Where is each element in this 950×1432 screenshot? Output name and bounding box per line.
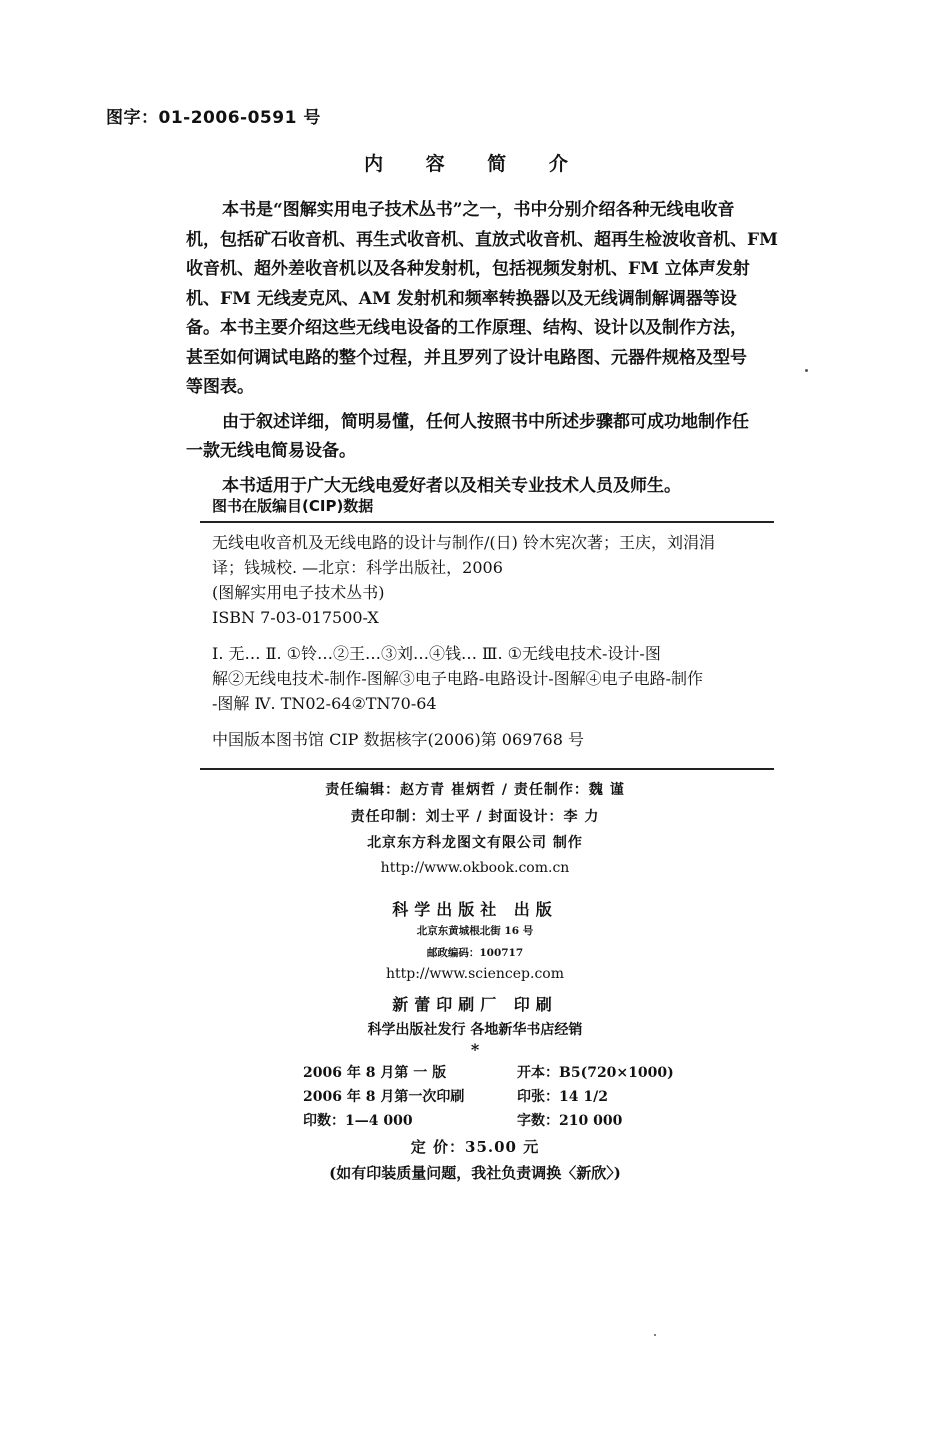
abstract-line: 本书适用于广大无线电爱好者以及相关专业技术人员及师生。 (222, 475, 681, 496)
producer-url: http://www.okbook.com.cn (380, 860, 570, 876)
printing: 2006 年 8 月第一次印刷 (303, 1089, 465, 1105)
printer-line: 新蕾印刷厂 印刷 (392, 995, 558, 1014)
separator-asterisk: * (470, 1040, 480, 1059)
abstract-line: 收音机、超外差收音机以及各种发射机，包括视频发射机、FM 立体声发射 (186, 259, 750, 279)
publisher-line: 科学出版社 出版 (392, 900, 558, 919)
postal-code: 邮政编码：100717 (426, 947, 524, 959)
registration-number: 图字：01-2006-0591 号 (106, 108, 321, 128)
abstract-line: 甚至如何调试电路的整个过程，并且罗列了设计电路图、元器件规格及型号 (186, 347, 747, 368)
cip-entry-line: (图解实用电子技术丛书) (212, 583, 385, 602)
print-run: 印数：1—4 000 (303, 1113, 413, 1129)
distribution-line: 科学出版社发行 各地新华书店经销 (367, 1022, 583, 1038)
publication-details (303, 1061, 674, 1133)
quality-note: (如有印装质量问题，我社负责调换〈新欣〉) (329, 1164, 621, 1182)
cip-classification-line: Ⅰ. 无… Ⅱ. ①铃…②王…③刘…④钱… Ⅲ. ①无线电技术-设计-图 (212, 644, 661, 663)
cip-heading: 图书在版编目(CIP)数据 (212, 497, 374, 515)
cip-classification-line: -图解 Ⅳ. TN02-64②TN70-64 (212, 694, 437, 713)
cip-classification-line: 解②无线电技术-制作-图解③电子电路-电路设计-图解④电子电路-制作 (212, 669, 704, 688)
cip-number: 中国版本图书馆 CIP 数据核字(2006)第 069768 号 (212, 730, 584, 749)
scan-speck (654, 1334, 656, 1336)
book-format: 开本：B5(720×1000) (517, 1065, 674, 1081)
abstract-line: 由于叙述详细，简明易懂，任何人按照书中所述步骤都可成功地制作任 (222, 411, 749, 432)
producer: 北京东方科龙图文有限公司 制作 (367, 835, 583, 851)
cip-entry-line: 译；钱城校. —北京：科学出版社，2006 (212, 558, 503, 577)
word-count: 字数：210 000 (517, 1113, 623, 1129)
cip-entry-line: 无线电收音机及无线电路的设计与制作/(日) 铃木宪次著；王庆，刘涓涓 (212, 533, 715, 552)
editors-credit: 责任编辑：赵方青 崔炳哲 / 责任制作：魏 谨 (325, 782, 625, 798)
abstract-line: 一款无线电简易设备。 (186, 441, 356, 461)
cip-isbn: ISBN 7-03-017500-X (212, 608, 379, 627)
abstract-line: 本书是“图解实用电子技术丛书”之一，书中分别介绍各种无线电收音 (222, 200, 735, 220)
abstract-line: 备。本书主要介绍这些无线电设备的工作原理、结构、设计以及制作方法， (186, 318, 747, 338)
abstract-section (186, 196, 776, 501)
abstract-line: 机、FM 无线麦克风、AM 发射机和频率转换器以及无线调制解调器等设 (186, 288, 737, 309)
scan-speck (805, 369, 808, 372)
abstract-line: 等图表。 (186, 377, 254, 397)
abstract-line: 机，包括矿石收音机、再生式收音机、直放式收音机、超再生检波收音机、FM (186, 229, 778, 250)
abstract-title: 内 容 简 介 (364, 153, 586, 175)
print-design-credit: 责任印制：刘士平 / 封面设计：李 力 (350, 809, 600, 825)
cip-entry (212, 530, 777, 752)
edition: 2006 年 8 月第 一 版 (303, 1065, 447, 1081)
price: 定 价：35.00 元 (410, 1138, 540, 1156)
publisher-address: 北京东黄城根北街 16 号 (416, 925, 534, 937)
cip-bottom-rule (200, 768, 774, 770)
publisher-url: http://www.sciencep.com (385, 966, 564, 982)
printed-sheets: 印张：14 1/2 (517, 1089, 608, 1105)
cip-top-rule (200, 521, 774, 523)
